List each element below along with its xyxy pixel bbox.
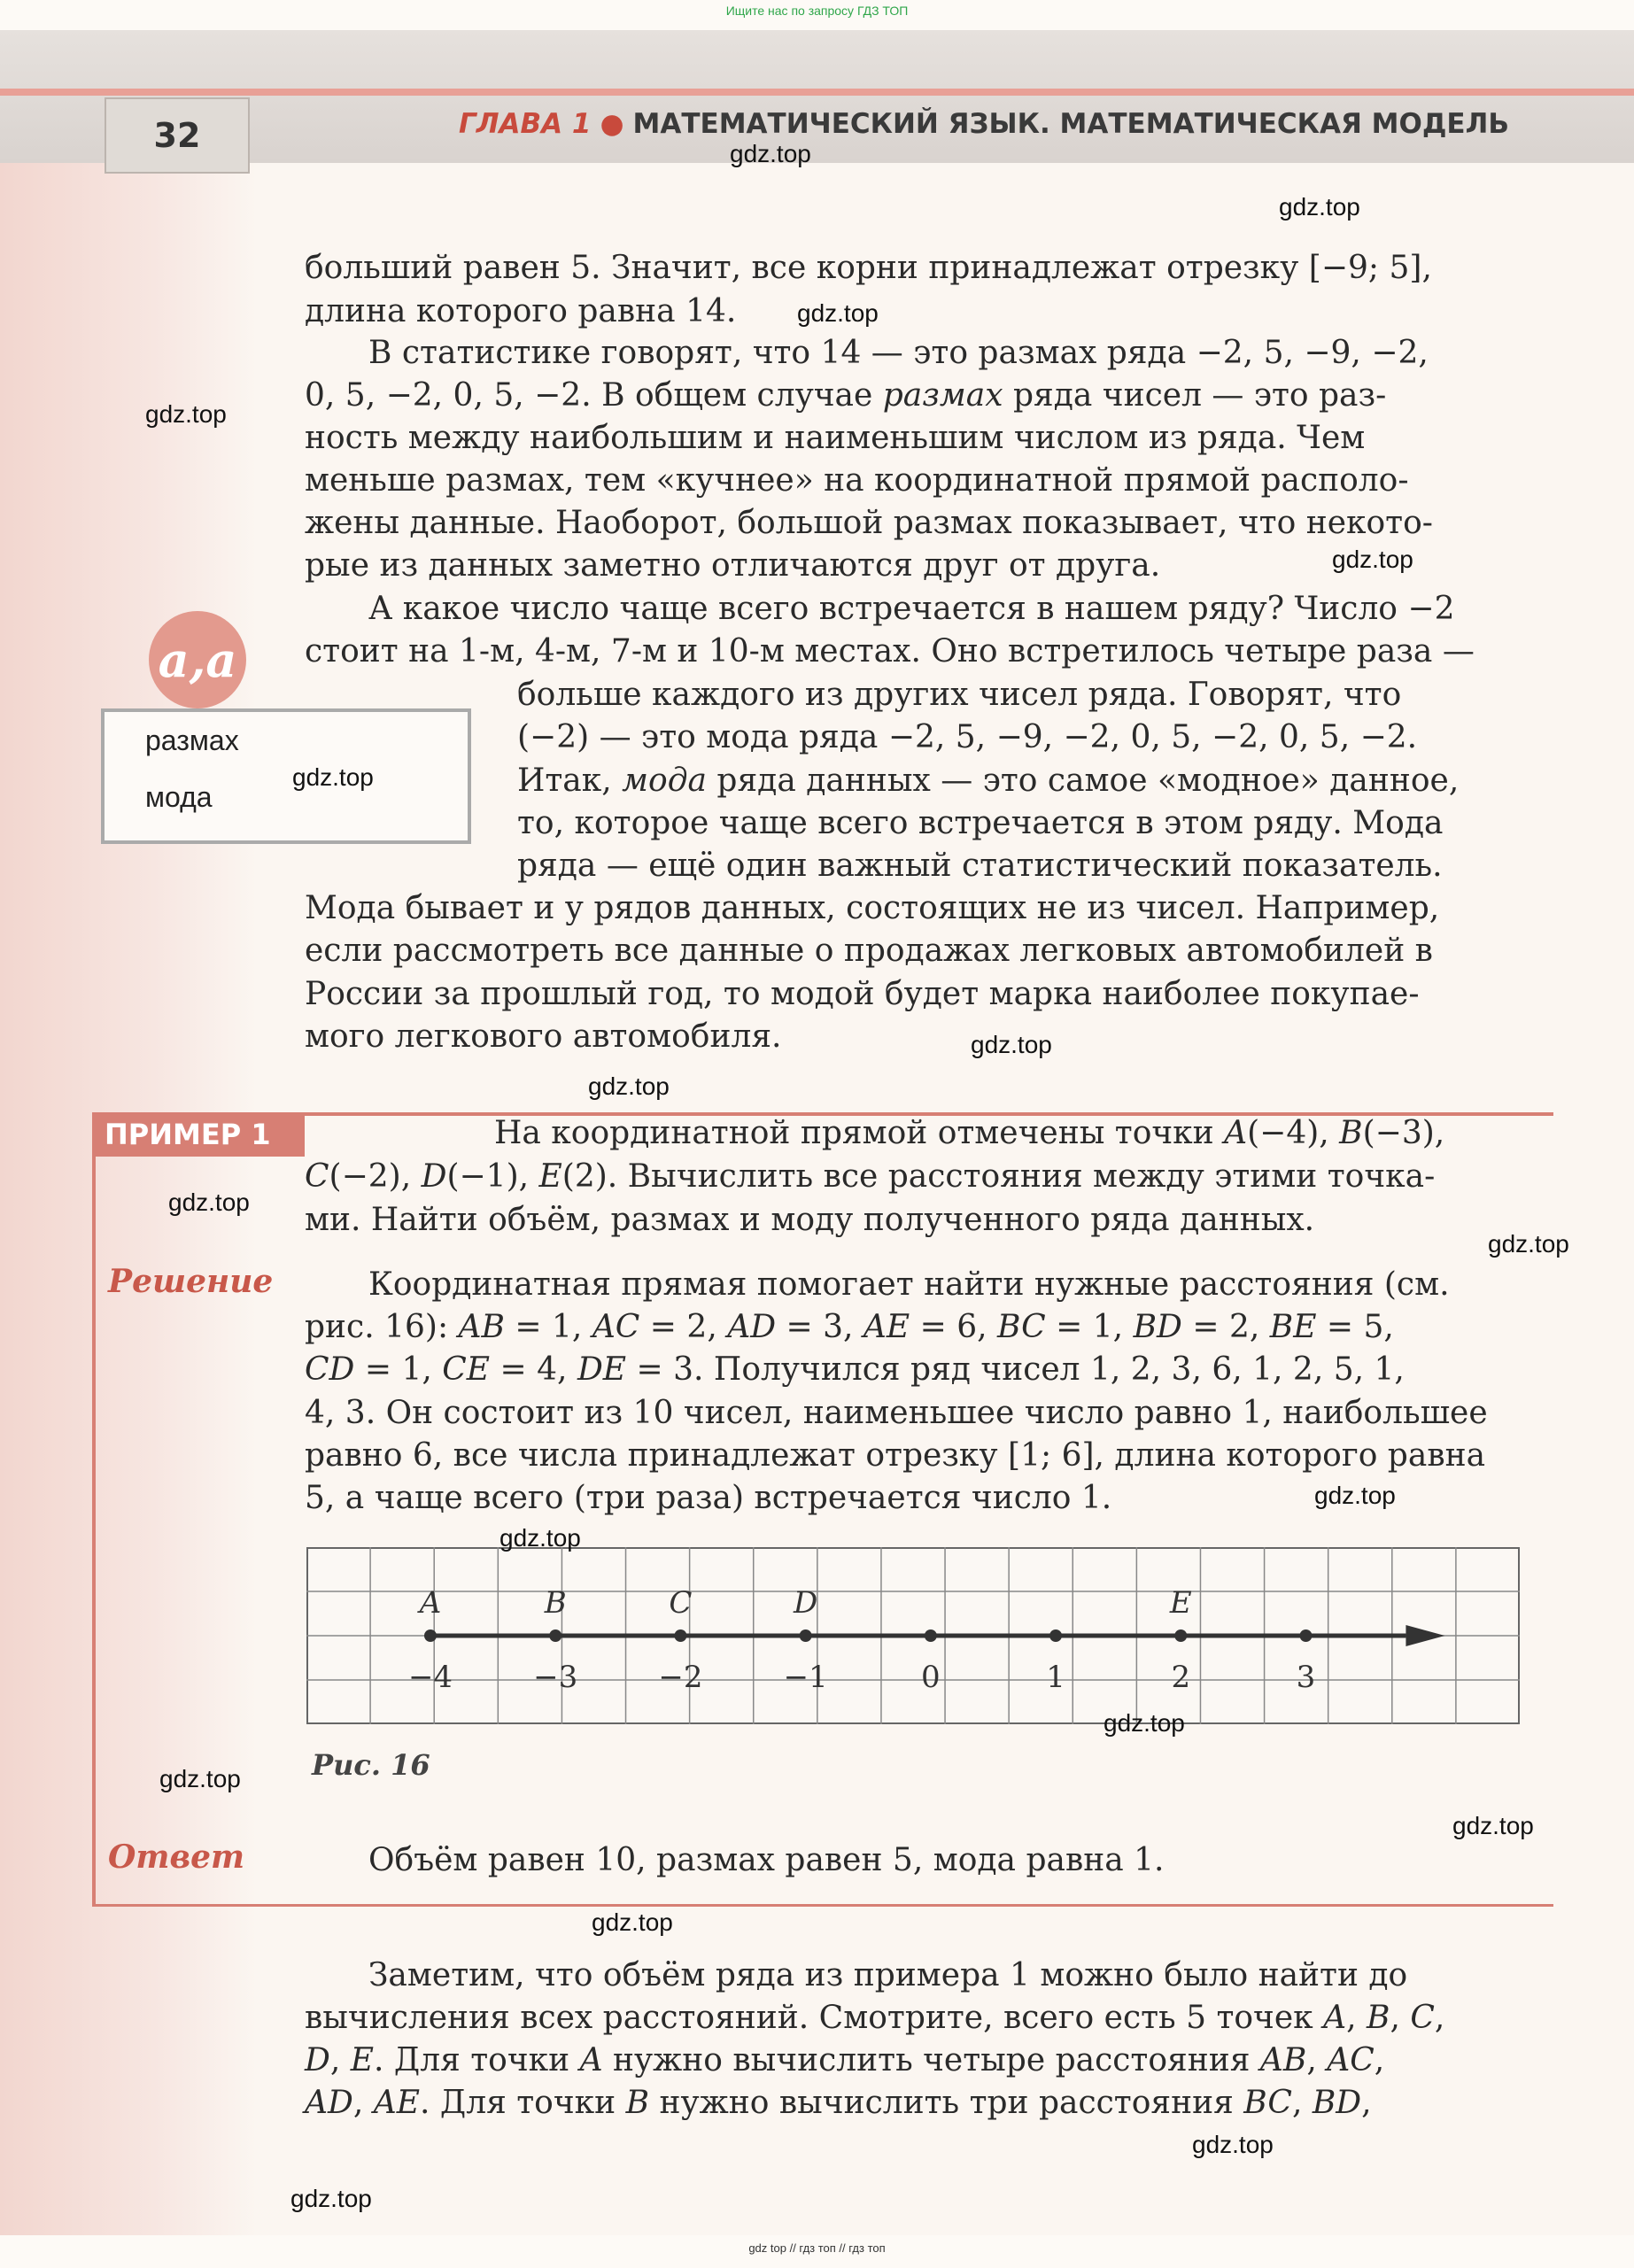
paragraph-line: D, E. Для точки A нужно вычислить четыре расстояния AB, AC, (305, 2042, 1385, 2078)
tick-label: 1 (1046, 1660, 1065, 1695)
watermark: gdz.top (499, 1524, 581, 1552)
watermark: gdz.top (1332, 546, 1413, 573)
solution-line: CD = 1, CE = 4, DE = 3. Получился ряд чисел 1, 2, 3, 6, 1, 2, 5, 1, (305, 1351, 1405, 1388)
point-mark (674, 1629, 686, 1642)
paragraph-line: Заметим, что объём ряда из примера 1 можно было найти до (368, 1957, 1408, 1993)
chapter-label: ГЛАВА 1 (459, 108, 592, 140)
watermark: gdz.top (1452, 1812, 1534, 1839)
paragraph-line: больший равен 5. Значит, все корни принадлежат отрезку [−9; 5], (305, 250, 1432, 286)
paragraph-line: жены данные. Наоборот, большой размах показывает, что некото- (305, 505, 1433, 541)
watermark: gdz.top (1314, 1482, 1396, 1509)
top-banner: Ищите нас по запросу ГДЗ ТОП (725, 4, 909, 18)
solution-label: Решение (108, 1263, 274, 1300)
example-bottom-rule (92, 1904, 1553, 1907)
solution-line: 5, а чаще всего (три раза) встречается число 1. (305, 1480, 1112, 1516)
point-mark (549, 1629, 561, 1642)
paragraph-line: Итак, мода ряда данных — это самое «модное» данное, (517, 762, 1460, 799)
watermark: gdz.top (1279, 193, 1360, 221)
point-mark (1049, 1629, 1062, 1642)
figure-caption: Рис. 16 (312, 1748, 430, 1782)
tick-label: −1 (783, 1660, 828, 1695)
tick-label: 0 (921, 1660, 941, 1695)
tick-label: 3 (1296, 1660, 1316, 1695)
paragraph-line: Мода бывает и у рядов данных, состоящих не из чисел. Например, (305, 890, 1440, 926)
answer-text: Объём равен 10, размах равен 5, мода равна 1. (368, 1842, 1165, 1878)
example-line: C(−2), D(−1), E(2). Вычислить все расстояния между этими точка- (305, 1158, 1436, 1195)
watermark: gdz.top (730, 140, 811, 167)
paragraph-line: ность между наибольшим и наименьшим числом из ряда. Чем (305, 420, 1366, 456)
point-mark (1174, 1629, 1187, 1642)
watermark: gdz.top (292, 763, 374, 791)
figure-number-line (306, 1547, 1520, 1724)
solution-line: рис. 16): AB = 1, AC = 2, AD = 3, AE = 6, BC = 1, BD = 2, BE = 5, (305, 1309, 1394, 1345)
header-accent-line (0, 89, 1634, 96)
example-label: ПРИМЕР 1 (92, 1112, 305, 1157)
watermark: gdz.top (588, 1072, 670, 1100)
paragraph-line: вычисления всех расстояний. Смотрите, всего есть 5 точек A, B, C, (305, 2000, 1445, 2036)
watermark: gdz.top (168, 1188, 250, 1216)
watermark: gdz.top (797, 299, 879, 327)
point-label: E (1169, 1585, 1192, 1621)
chapter-title (459, 108, 1509, 140)
example-line: ми. Найти объём, размах и моду полученного ряда данных. (305, 1202, 1315, 1238)
watermark: gdz.top (145, 400, 227, 428)
point-mark (1299, 1629, 1312, 1642)
point-label: A (419, 1585, 442, 1621)
tick-label: −2 (658, 1660, 703, 1695)
point-label: D (793, 1585, 818, 1621)
paragraph-line: мого легкового автомобиля. (305, 1018, 782, 1055)
watermark: gdz.top (290, 2185, 372, 2212)
tick-label: −3 (533, 1660, 578, 1695)
paragraph-line: В статистике говорят, что 14 — это размах ряда −2, 5, −9, −2, (368, 335, 1429, 371)
paragraph-line: России за прошлый год, то модой будет марка наиболее покупае- (305, 976, 1420, 1012)
solution-line: 4, 3. Он состоит из 10 чисел, наименьшее число равно 1, наибольшее (305, 1395, 1488, 1431)
point-label: C (669, 1585, 693, 1621)
solution-line: Координатная прямая помогает найти нужные расстояния (см. (368, 1266, 1450, 1303)
paragraph-line: ряда — ещё один важный статистический показатель. (517, 848, 1443, 884)
bottom-banner: gdz top // гдз топ // гдз топ (748, 2241, 886, 2255)
paragraph-line: (−2) — это мода ряда −2, 5, −9, −2, 0, 5, −2, 0, 5, −2. (517, 719, 1418, 755)
paragraph-line: то, которое чаще всего встречается в этом ряду. Мода (517, 805, 1444, 841)
point-mark (925, 1629, 937, 1642)
term-moda: мода (145, 781, 213, 813)
tick-label: −4 (407, 1660, 453, 1695)
watermark: gdz.top (1104, 1709, 1185, 1737)
paragraph-line: AD, AE. Для точки B нужно вычислить три расстояния BC, BD, (305, 2085, 1372, 2121)
term-razmakh: размах (145, 724, 239, 756)
paragraph-line: 0, 5, −2, 0, 5, −2. В общем случае размах ряда чисел — это раз- (305, 377, 1387, 414)
watermark: gdz.top (159, 1765, 241, 1792)
watermark: gdz.top (1488, 1230, 1569, 1258)
vocabulary-icon: a,a (149, 611, 246, 708)
point-label: B (544, 1585, 567, 1621)
watermark: gdz.top (971, 1031, 1052, 1058)
paragraph-line: больше каждого из других чисел ряда. Говорят, что (517, 677, 1402, 713)
paragraph-line: меньше размах, тем «кучнее» на координатной прямой располо- (305, 462, 1409, 499)
example-left-rule (92, 1151, 96, 1904)
page-number: 32 (105, 97, 250, 174)
point-mark (800, 1629, 812, 1642)
paragraph-line: если рассмотреть все данные о продажах легковых автомобилей в (305, 933, 1433, 969)
paragraph-line: длина которого равна 14. (305, 293, 737, 329)
example-line: На координатной прямой отмечены точки A(−4), B(−3), (494, 1115, 1445, 1151)
paragraph-line: А какое число чаще всего встречается в нашем ряду? Число −2 (368, 591, 1455, 627)
chapter-name: МАТЕМАТИЧЕСКИЙ ЯЗЫК. МАТЕМАТИЧЕСКАЯ МОДЕЛЬ (632, 108, 1509, 140)
point-mark (424, 1629, 437, 1642)
bullet-icon: ● (600, 108, 624, 140)
solution-line: равно 6, все числа принадлежат отрезку [1; 6], длина которого равна (305, 1437, 1486, 1474)
watermark: gdz.top (1192, 2131, 1274, 2158)
paragraph-line: рые из данных заметно отличаются друг от друга. (305, 547, 1161, 584)
paragraph-line: стоит на 1-м, 4-м, 7-м и 10-м местах. Оно встретилось четыре раза — (305, 633, 1475, 670)
watermark: gdz.top (592, 1908, 673, 1936)
answer-label: Ответ (108, 1838, 245, 1876)
tick-label: 2 (1171, 1660, 1191, 1695)
